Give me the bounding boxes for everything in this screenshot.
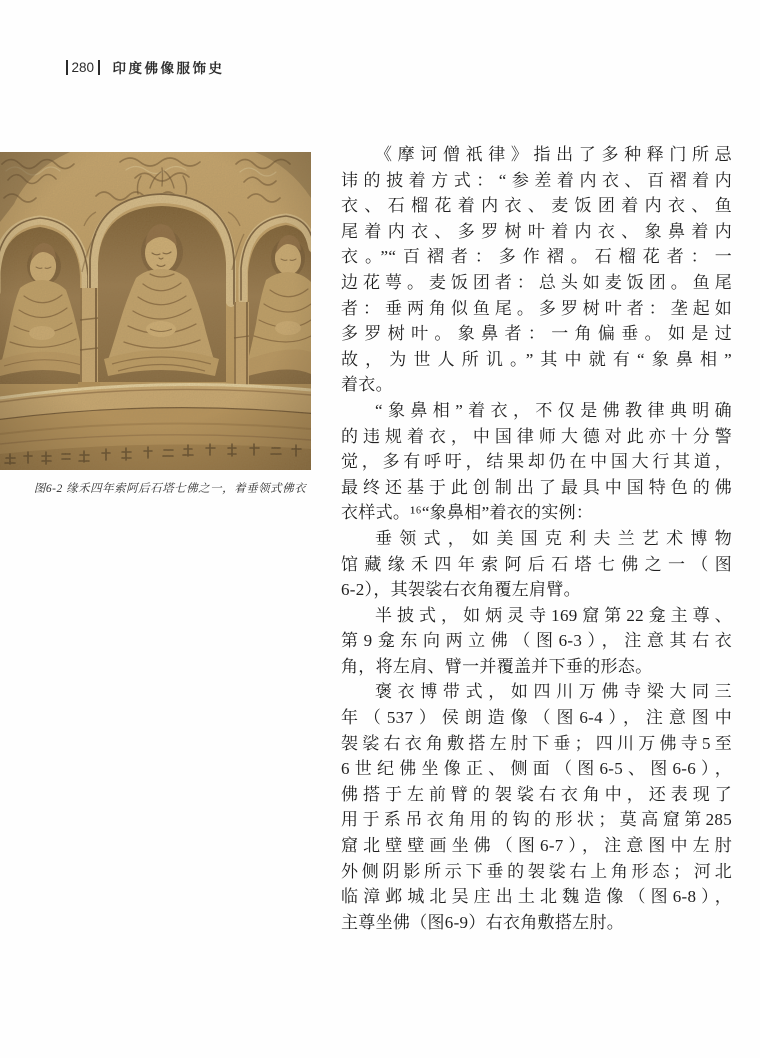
text-line-p1-9: 故，为世人所讥。”其中就有“象鼻相” [341, 349, 732, 369]
text-line-p3-2: 馆藏缘禾四年索阿后石塔七佛之一（图 [341, 554, 732, 574]
text-line-p2-4: 最终还基于此创制出了最具中国特色的佛 [341, 477, 732, 497]
running-header [62, 57, 225, 77]
text-line-p2-3: 觉，多有呼吁，结果却仍在中国大行其道， [341, 452, 732, 472]
text-line-p5-6: 用于系吊衣角用的钩的形状；莫高窟第285 [341, 810, 732, 830]
text-line-p1-8: 多罗树叶。象鼻者：一角偏垂。如是过 [341, 324, 732, 344]
figure-caption: 图6-2 缘禾四年索阿后石塔七佛之一，着垂领式佛衣 [33, 483, 307, 495]
text-line-p1-3: 衣、石榴花着内衣、麦饭团着内衣、鱼 [341, 196, 732, 216]
text-line-p4-2: 第9龛东向两立佛（图6-3），注意其右衣 [341, 631, 732, 651]
text-line-p5-10: 主尊坐佛（图6-9）右衣角敷搭左肘。 [341, 912, 625, 932]
header-rule-right [98, 60, 100, 75]
text-line-p5-5: 佛搭于左前臂的袈裟右衣角中，还表现了 [341, 784, 732, 804]
text-line-p4-1: 半披式，如炳灵寺169窟第22龛主尊、 [375, 605, 732, 625]
text-line-p1-5: 衣。”“百褶者：多作褶。石榴花者：一 [341, 247, 732, 267]
text-line-p1-4: 尾着内衣、多罗树叶着内衣、象鼻着内 [341, 221, 732, 241]
text-line-p5-8: 外侧阴影所示下垂的袈裟右上角形态；河北 [341, 861, 732, 881]
text-line-p4-3: 角，将左肩、臂一并覆盖并下垂的形态。 [341, 656, 653, 676]
text-line-p5-3: 袈裟右衣角敷搭左肘下垂；四川万佛寺5至 [341, 733, 732, 753]
text-line-p1-7: 者：垂两角似鱼尾。多罗树叶者：垄起如 [341, 298, 732, 318]
figure-image [0, 152, 311, 470]
text-line-p5-4: 6世纪佛坐像正、侧面（图6-5、图6-6）， [341, 759, 732, 779]
text-line-p2-5: 衣样式。¹⁶“象鼻相”着衣的实例： [341, 503, 594, 523]
text-line-p5-9: 临漳邺城北吴庄出土北魏造像（图6-8）， [341, 887, 732, 907]
text-line-p2-2: 的违规着衣，中国律师大德对此亦十分警 [341, 426, 732, 446]
stupa-carving-illustration [0, 152, 311, 470]
text-line-p5-7: 窟北壁壁画坐佛（图6-7），注意图中左肘 [341, 836, 732, 856]
text-line-p3-3: 6-2），其袈裟右衣角覆左肩臂。 [341, 580, 581, 600]
text-line-p1-6: 边花萼。麦饭团者：总头如麦饭团。鱼尾 [341, 272, 732, 292]
text-line-p3-1: 垂领式，如美国克利夫兰艺术博物 [375, 528, 732, 548]
page-number: 280 [71, 59, 95, 75]
text-line-p5-2: 年（537）侯朗造像（图6-4），注意图中 [341, 708, 732, 728]
book-title: 印度佛像服饰史 [112, 61, 225, 76]
header-rule-left [66, 60, 68, 75]
text-line-p1-10: 着衣。 [341, 375, 393, 395]
text-line-p5-1: 褒衣博带式，如四川万佛寺梁大同三 [375, 682, 732, 702]
article-text [341, 142, 732, 935]
text-line-p1-2: 讳的披着方式：“参差着内衣、百褶着内 [341, 170, 732, 190]
text-line-p1-1: 《摩诃僧祇律》指出了多种释门所忌 [375, 145, 732, 164]
text-line-p2-1: “象鼻相”着衣，不仅是佛教律典明确 [375, 400, 732, 420]
